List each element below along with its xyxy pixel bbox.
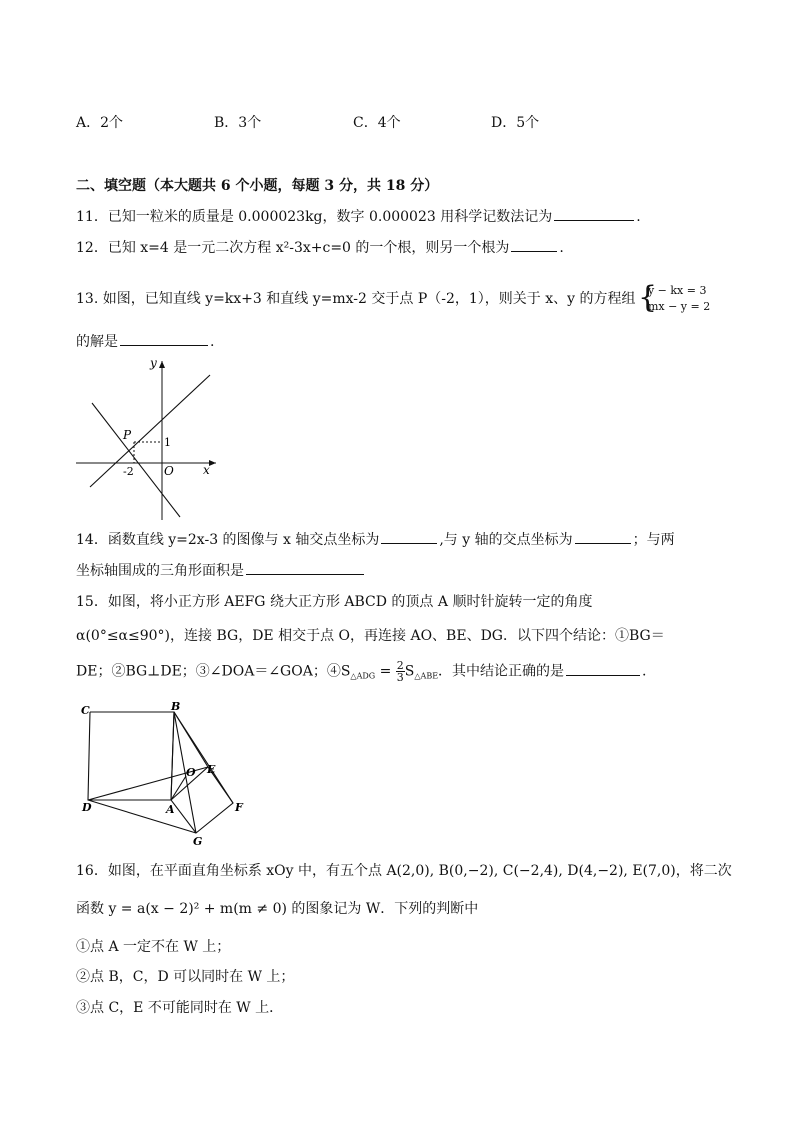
label-a: A bbox=[166, 803, 175, 816]
x-axis-label: x bbox=[203, 463, 210, 477]
question-16-line2: 函数 y = a(x − 2)² + m(m ≠ 0) 的图象记为 W．下列的判断中 bbox=[76, 901, 479, 917]
rotated-squares-figure bbox=[76, 700, 252, 850]
question-15-line2: α(0°≤α≤90°)，连接 BG，DE 相交于点 O，再连接 AO、BE、DG．以下四个结论：①BG＝ bbox=[76, 628, 665, 644]
label-g: G bbox=[193, 835, 203, 848]
question-11 bbox=[76, 206, 641, 227]
line-y-mx-minus-2 bbox=[92, 403, 180, 517]
q12-end: . bbox=[559, 240, 564, 256]
q11-number: 11． bbox=[76, 209, 108, 225]
brace-icon: { bbox=[637, 280, 658, 315]
question-14 bbox=[76, 529, 675, 550]
square-abcd bbox=[88, 712, 174, 800]
question-15: 15．如图，将小正方形 AEFG 绕大正方形 ABCD 的顶点 A 顺时针旋转一定的角度 bbox=[76, 594, 593, 610]
fraction-numerator: 2 bbox=[396, 659, 404, 672]
label-c: C bbox=[81, 704, 90, 717]
label-e: E bbox=[207, 763, 216, 776]
q13-text: 13. 如图，已知直线 y=kx+3 和直线 y=mx-2 交于点 P（-2，1），则关于 x、y 的方程组 bbox=[76, 291, 636, 307]
area-subscript-abe: △ABE bbox=[414, 671, 439, 681]
tick-label-neg2: -2 bbox=[123, 465, 134, 478]
segment-ba bbox=[171, 712, 174, 800]
q13-answer-blank[interactable] bbox=[120, 331, 208, 346]
y-axis-arrow-icon bbox=[159, 361, 165, 368]
origin-label: O bbox=[164, 464, 174, 478]
question-14-line2 bbox=[76, 560, 366, 581]
q15-end: . bbox=[642, 663, 647, 680]
q12-text: 已知 x=4 是一元二次方程 x²-3x+c=0 的一个根，则另一个根为 bbox=[107, 240, 510, 256]
equation-1: y − kx = 3 bbox=[647, 284, 707, 297]
q12-number: 12． bbox=[76, 240, 108, 256]
equals-sign: = bbox=[375, 663, 396, 680]
square-aefg bbox=[171, 767, 233, 833]
q15-answer-blank[interactable] bbox=[566, 661, 640, 676]
q16-judgement-3: ③点 C，E 不可能同时在 W 上． bbox=[76, 1000, 284, 1016]
option-c: C．4个 bbox=[353, 115, 401, 131]
option-b: B．3个 bbox=[214, 115, 262, 131]
x-axis-arrow-icon bbox=[209, 460, 216, 466]
q14-blank-x-intercept[interactable] bbox=[381, 529, 437, 544]
q14-line1b: ,与 y 轴的交点坐标为 bbox=[439, 532, 573, 548]
label-f: F bbox=[235, 801, 243, 814]
label-d: D bbox=[82, 801, 92, 814]
q14-blank-area[interactable] bbox=[246, 560, 364, 575]
question-16: 16．如图，在平面直角坐标系 xOy 中，有五个点 A(2,0), B(0,−2), C(−2,4), D(4,−2), E(7,0)，将二次 bbox=[76, 863, 732, 879]
question-15-line3 bbox=[76, 660, 647, 687]
label-o: O bbox=[186, 766, 196, 779]
label-b: B bbox=[171, 700, 181, 713]
equation-2: mx − y = 2 bbox=[647, 300, 711, 313]
segment-dg bbox=[88, 800, 196, 833]
q14-blank-y-intercept[interactable] bbox=[575, 529, 631, 544]
q15-line3a: DE；②BG⊥DE；③∠DOA＝∠GOA；④S bbox=[76, 663, 351, 680]
section-title: 二、填空题（本大题共 6 个小题，每题 3 分，共 18 分） bbox=[76, 178, 439, 194]
q12-answer-blank[interactable] bbox=[511, 237, 557, 252]
option-a: A．2个 bbox=[76, 115, 124, 131]
point-p-label: P bbox=[123, 428, 132, 442]
equation-system bbox=[637, 280, 711, 315]
option-d: D．5个 bbox=[491, 115, 540, 131]
q14-line2: 坐标轴围成的三角形面积是 bbox=[76, 563, 244, 579]
line-intersection-figure bbox=[70, 355, 220, 525]
q11-end: . bbox=[636, 209, 641, 225]
q16-judgement-1: ①点 A 一定不在 W 上； bbox=[76, 939, 231, 955]
tick-label-1: 1 bbox=[164, 436, 171, 449]
fraction-denominator: 3 bbox=[396, 671, 404, 684]
q14-line1c: ；与两 bbox=[632, 532, 675, 548]
q14-line1a: 14．函数直线 y=2x-3 的图像与 x 轴交点坐标为 bbox=[76, 532, 380, 548]
q15-line3b: ．其中结论正确的是 bbox=[438, 663, 565, 680]
line-y-kx-plus-3 bbox=[90, 375, 210, 487]
question-13-line2 bbox=[76, 331, 214, 352]
q13-line2-text: 的解是 bbox=[76, 334, 118, 350]
question-12 bbox=[76, 237, 564, 258]
question-13 bbox=[76, 280, 711, 315]
q16-judgement-2: ②点 B，C，D 可以同时在 W 上； bbox=[76, 969, 295, 985]
area-subscript-adg: △ADG bbox=[350, 671, 376, 681]
q13-end: . bbox=[210, 334, 215, 350]
q11-text: 已知一粒米的质量是 0.000023kg，数字 0.000023 用科学记数法记为 bbox=[107, 209, 553, 225]
q11-answer-blank[interactable] bbox=[554, 206, 634, 221]
fraction-two-thirds bbox=[396, 660, 405, 683]
y-axis-label: y bbox=[150, 356, 157, 370]
area-s: S bbox=[404, 663, 415, 680]
